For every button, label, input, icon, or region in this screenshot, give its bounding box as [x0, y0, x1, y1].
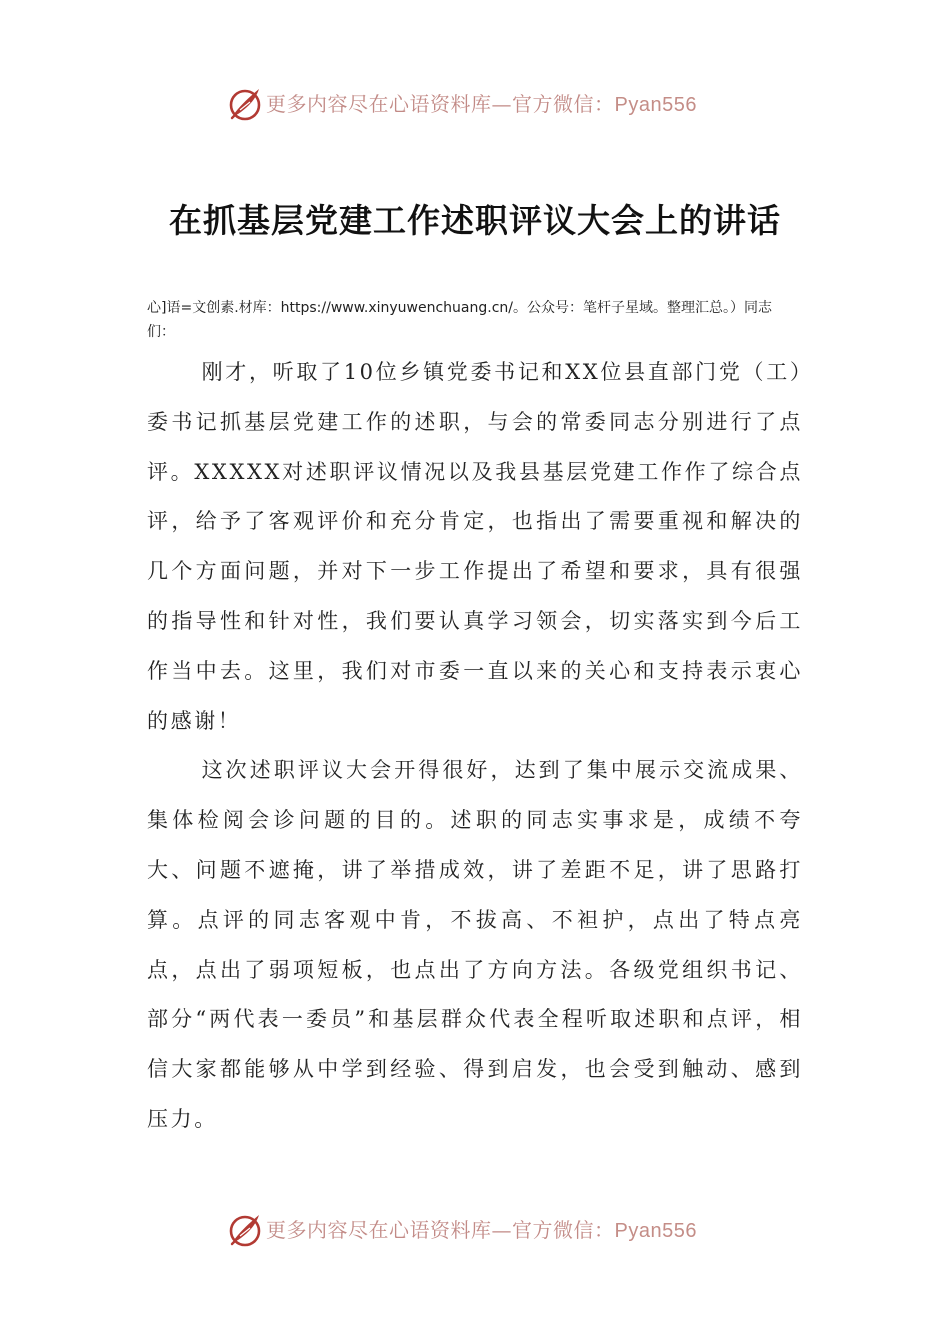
quill-pen-circle-icon: [226, 84, 266, 124]
document-body: [147, 348, 803, 1145]
source-note: 心]语=文创素.材库：https://www.xinyuwenchuang.cn/。公众号：笔杆子星域。整理汇总。）同志们：: [147, 300, 773, 340]
quill-pen-circle-icon: [226, 1210, 266, 1250]
paragraph: 这次述职评议大会开得很好，达到了集中展示交流成果、集体检阅会诊问题的目的。述职的同志实事求是，成绩不夸大、问题不遮掩，讲了举措成效，讲了差距不足，讲了思路打算。点评的同志客观中肯，不拔高、不袒护，点出了特点亮点，点出了弱项短板，也点出了方向方法。各级党组织书记、部分“两代表一委员”和基层群众代表全程听取述职和点评，相信大家都能够从中学到经验、得到启发，也会受到触动、感到压力。: [147, 758, 803, 1131]
banner-slogan: 更多内容尽在心语资料库—官方微信：: [266, 1218, 615, 1242]
wechat-handle: Pyan556: [614, 94, 697, 116]
wechat-handle: Pyan556: [614, 1220, 697, 1242]
footer-banner: [0, 1208, 950, 1252]
banner-slogan: 更多内容尽在心语资料库—官方微信：: [266, 92, 615, 116]
header-banner: [0, 82, 950, 126]
page-title: 在抓基层党建工作述职评议大会上的讲话: [169, 201, 781, 240]
paragraph: 刚才，听取了10位乡镇党委书记和XX位县直部门党（工）委书记抓基层党建工作的述职，与会的常委同志分别进行了点评。XXXXX对述职评议情况以及我县基层党建工作作了综合点评，给予了客观评价和充分肯定，也指出了需要重视和解决的几个方面问题，并对下一步工作提出了希望和要求，具有很强的指导性和针对性，我们要认真学习领会，切实落实到今后工作当中去。这里，我们对市委一直以来的关心和支持表示衷心的感谢！: [147, 360, 803, 733]
banner-text: [266, 90, 697, 119]
banner-text: [266, 1216, 697, 1245]
